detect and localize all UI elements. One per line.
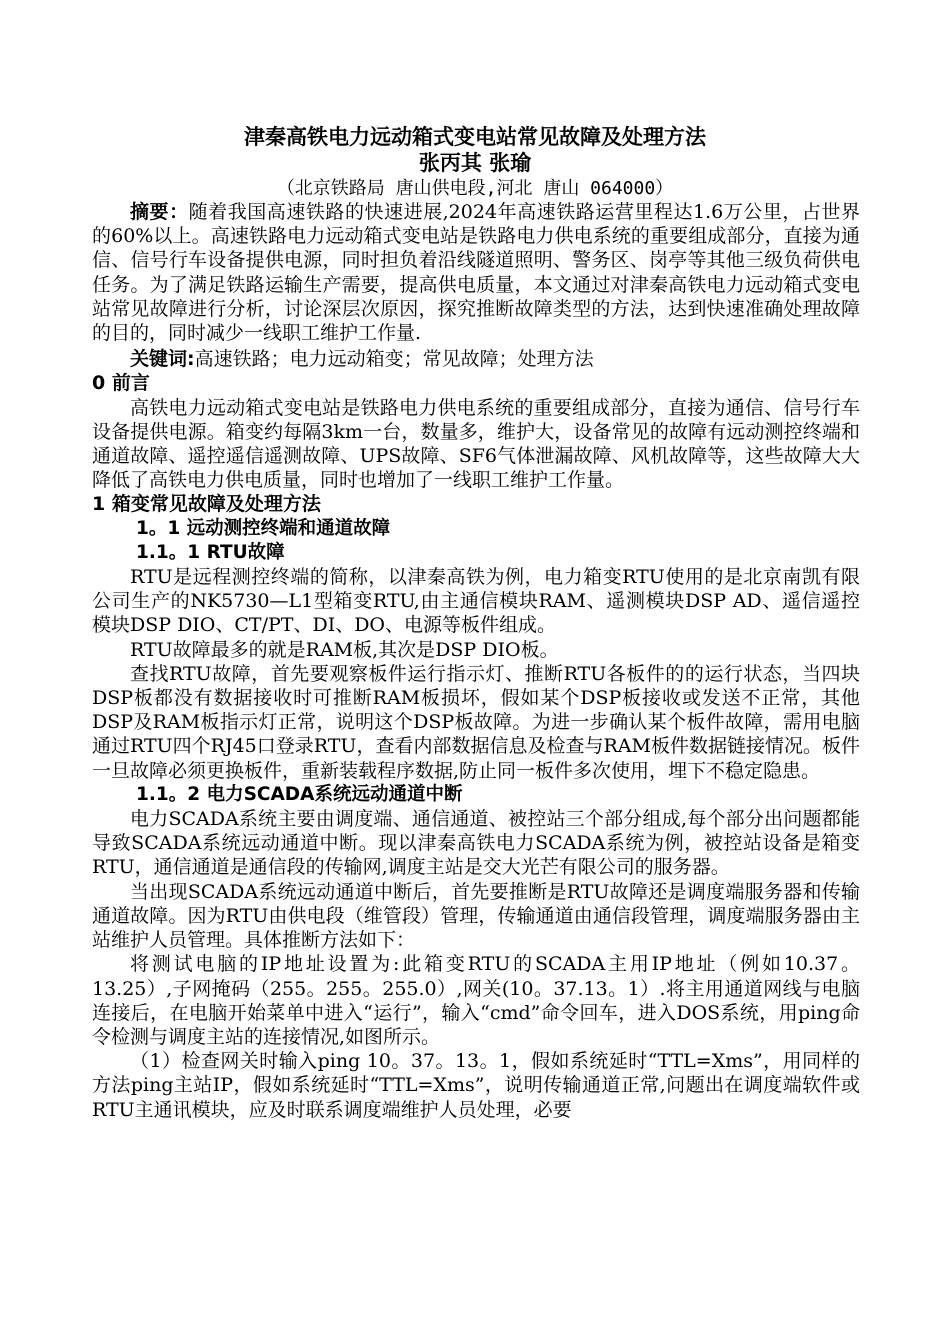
subsection-heading-1-1: 1。1 远动测控终端和通道故障 — [136, 517, 391, 539]
subsection-heading-1-1-2: 1.1。2 电力SCADA系统远动通道中断 — [136, 783, 463, 805]
paper-authors: 张丙其 张瑜 — [418, 151, 532, 175]
paragraph-intro: 高铁电力远动箱式变电站是铁路电力供电系统的重要组成部分，直接为通信、信号行车设备提供电源。箱变约每隔3km一台，数量多，维护大，设备常见的故障有远动测控终端和通道故障、遥控遥信遥测故障、UPS故障、SF6气体泄漏故障、风机故障等，这些故障大大降低了高铁电力供电质量，同时也增加了一线职工维护工作量。 — [92, 396, 860, 492]
paragraph-scada-3: 将测试电脑的IP地址设置为:此箱变RTU的SCADA主用IP地址（例如10.37。13.25）,子网掩码（255。255。255.0）,网关(10。37.13。1）.将主用通道网线与电脑连接后，在电脑开始菜单中进入“运行”，输入“cmd”命令回车，进入DOS系统，用ping命令检测与调度主站的连接情况,如图所示。 — [92, 953, 860, 1048]
paragraph-scada-2: 当出现SCADA系统远动通道中断后，首先要推断是RTU故障还是调度端服务器和传输通道故障。因为RTU由供电段（维管段）管理，传输通道由通信段管理，调度端服务器由主站维护人员管理。具体推断方法如下： — [92, 880, 860, 952]
abstract-label: 摘要： — [130, 201, 189, 223]
keywords-label: 关键词: — [130, 348, 195, 371]
keywords-text: 高速铁路；电力远动箱变；常见故障；处理方法 — [194, 348, 594, 371]
paper-body — [92, 200, 860, 1122]
section-heading-1: 1 箱变常见故障及处理方法 — [92, 493, 321, 516]
abstract-text: 随着我国高速铁路的快速进展,2024年高速铁路运营里程达1.6万公里，占世界的60%以上。高速铁路电力远动箱式变电站是铁路电力供电系统的重要组成部分，直接为通信、信号行车设备提供电源，同时担负着沿线隧道照明、警务区、岗亭等其他三级负荷供电任务。为了满足铁路运输生产需要，提高供电质量，本文通过对津秦高铁电力远动箱式变电站常见故障进行分析，讨论深层次原因，探究推断故障类型的方法，达到快速准确处理故障的目的，同时减少一线职工维护工作量. — [92, 201, 860, 345]
paragraph-rtu-1: RTU是远程测控终端的简称，以津秦高铁为例，电力箱变RTU使用的是北京南凯有限公司生产的NK5730—L1型箱变RTU,由主通信模块RAM、遥测模块DSP AD、遥信遥控模块DSP DIO、CT/PT、DI、DO、电源等板件组成。 — [92, 566, 860, 637]
keywords — [92, 347, 860, 371]
paragraph-scada-4: （1）检查网关时输入ping 10。37。13。1，假如系统延时“TTL=Xms”，用同样的方法ping主站IP，假如系统延时“TTL=Xms”，说明传输通道正常,问题出在调度端软件或RTU主通讯模块，应及时联系调度端维护人员处理，必要 — [92, 1050, 860, 1121]
subsection-heading-1-1-1: 1.1。1 RTU故障 — [136, 541, 285, 563]
paper-affiliation: （北京铁路局 唐山供电段,河北 唐山 064000） — [276, 178, 674, 199]
abstract — [92, 200, 860, 345]
paragraph-rtu-2: RTU故障最多的就是RAM板,其次是DSP DIO板。 — [130, 638, 559, 661]
paragraph-rtu-3: 查找RTU故障，首先要观察板件运行指示灯、推断RTU各板件的的运行状态，当四块DSP板都没有数据接收时可推断RAM板损坏，假如某个DSP板接收或发送不正常，其他DSP及RAM板指示灯正常，说明这个DSP板故障。为进一步确认某个板件故障，需用电脑通过RTU四个RJ45口登录RTU，查看内部数据信息及检查与RAM板件数据链接情况。板件一旦故障必须更换板件，重新装载程序数据,防止同一板件多次使用，埋下不稳定隐患。 — [92, 662, 860, 782]
paper-title: 津秦高铁电力远动箱式变电站常见故障及处理方法 — [244, 125, 706, 149]
paragraph-scada-1: 电力SCADA系统主要由调度端、通信通道、被控站三个部分组成,每个部分出问题都能导致SCADA系统远动通道中断。现以津秦高铁电力SCADA系统为例，被控站设备是箱变RTU，通信通道是通信段的传输网,调度主站是交大光芒有限公司的服务器。 — [92, 808, 860, 879]
section-heading-0: 0 前言 — [92, 372, 150, 395]
